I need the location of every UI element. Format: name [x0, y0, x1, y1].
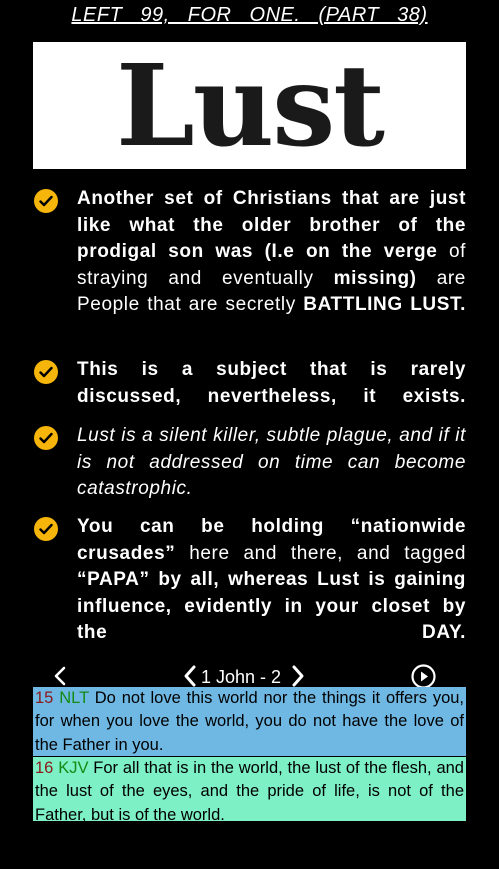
verse-block[interactable] — [33, 687, 466, 756]
bullet-text: This is a subject that is rarely discussed, nevertheless, it exists. — [77, 359, 466, 407]
bullet-item — [34, 423, 466, 503]
chapter-label[interactable]: 1 John - 2 — [201, 667, 282, 687]
verse-number: 15 — [35, 689, 54, 707]
back-button[interactable] — [50, 664, 72, 688]
verse-text: For all that is in the world, the lust of the flesh, and the lust of the eyes, and the pride of life, is not of the Father, but is of the world. — [35, 759, 464, 824]
check-circle-icon — [34, 426, 58, 450]
verse-number: 16 — [35, 759, 54, 777]
bullet-text: Lust is a silent killer, subtle plague, and if it is not addressed on time can become catastrophic. — [77, 425, 466, 500]
bullet-item — [34, 357, 466, 413]
chapter-navigation — [33, 664, 466, 688]
play-circle-icon — [411, 664, 436, 689]
play-button[interactable] — [411, 664, 436, 689]
next-chapter-button[interactable] — [289, 664, 307, 688]
verse-translation[interactable]: KJV — [58, 759, 89, 777]
check-circle-icon — [34, 517, 58, 541]
bullet-item — [34, 186, 466, 346]
verse-block[interactable] — [33, 757, 466, 824]
bullet-text: You can be holding “nationwide crusades” here and there, and tagged “PAPA” by all, whereas Lust is gaining influence, evidently in your closet by the DAY. — [77, 516, 466, 644]
bullet-text: Another set of Christians that are just like what the older brother of the prodigal son was (I.e on the verge of straying and eventually missing) are People that are secretly BATTLING LUST. — [77, 188, 466, 316]
check-circle-icon — [34, 360, 58, 384]
verse-translation[interactable]: NLT — [59, 689, 89, 707]
banner-title: Lust — [116, 40, 383, 172]
page-title: LEFT 99, FOR ONE. (PART 38) — [71, 4, 428, 26]
chevron-left-icon — [50, 664, 72, 688]
chevron-right-icon — [289, 664, 307, 688]
chevron-left-icon — [181, 664, 199, 688]
check-circle-icon — [34, 189, 58, 213]
title-banner-image — [33, 40, 466, 172]
bullet-item — [34, 514, 466, 649]
verse-text: Do not love this world nor the things it offers you, for when you love the world, you do not have the love of the Father in you. — [35, 689, 465, 754]
prev-chapter-button[interactable] — [181, 664, 199, 688]
